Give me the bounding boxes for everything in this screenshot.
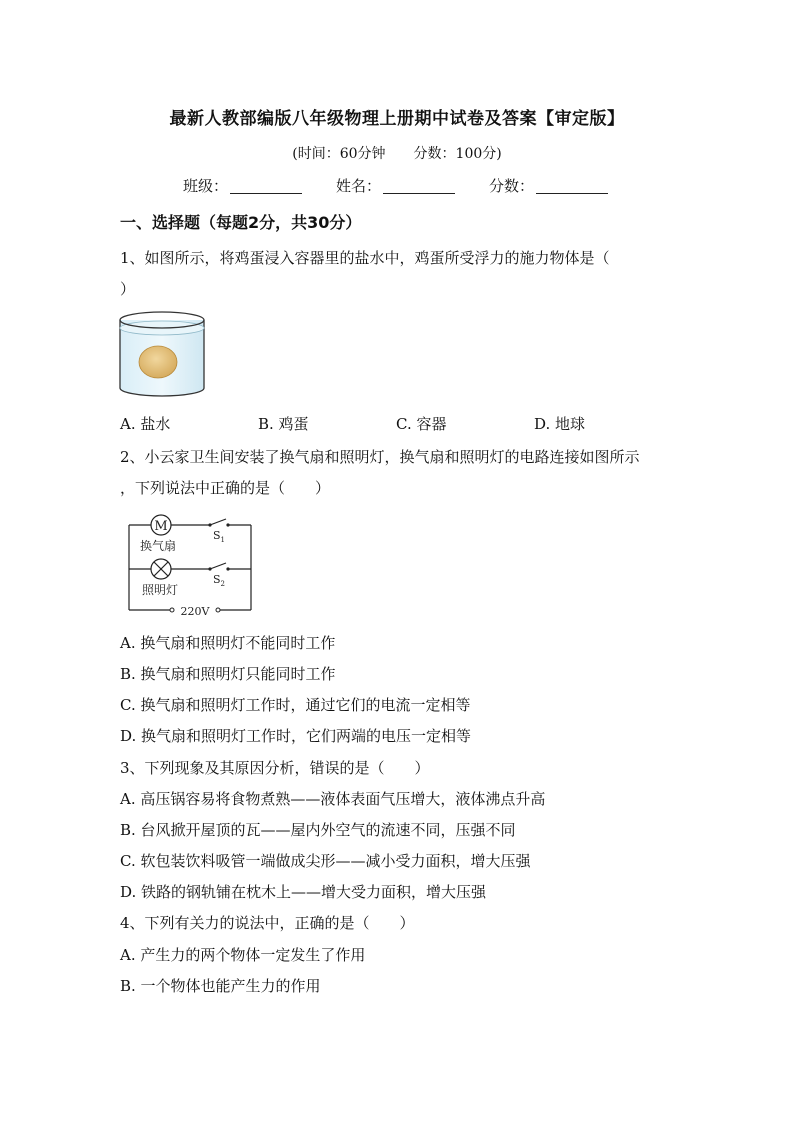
- switch1-label: $S_1$: [213, 529, 226, 544]
- exam-title: 最新人教部编版八年级物理上册期中试卷及答案【审定版】: [169, 109, 625, 129]
- name-blank[interactable]: [383, 178, 455, 194]
- q4-option-b[interactable]: B. 一个物体也能产生力的作用: [120, 977, 321, 995]
- name-label: 姓名：: [336, 177, 382, 195]
- q3-option-a[interactable]: A. 高压锅容易将食物煮熟——液体表面气压增大，液体沸点升高: [120, 790, 546, 808]
- egg: [139, 346, 177, 378]
- q3-stem: 3、下列现象及其原因分析，错误的是（ ）: [120, 759, 430, 777]
- motor-symbol: M: [154, 519, 168, 534]
- exam-subtitle: (时间：60分钟 分数：100分): [292, 146, 502, 162]
- q1-stem-line1: 1、如图所示，将鸡蛋浸入容器里的盐水中，鸡蛋所受浮力的施力物体是（: [120, 249, 610, 267]
- q1-option-d[interactable]: D. 地球: [534, 415, 586, 433]
- class-label: 班级：: [183, 177, 229, 195]
- q1-option-b[interactable]: B. 鸡蛋: [258, 415, 309, 433]
- voltage-label: 220V: [180, 605, 210, 618]
- score-field: [489, 175, 608, 196]
- class-field: [183, 175, 302, 196]
- class-blank[interactable]: [230, 178, 302, 194]
- fan-label: 换气扇: [140, 539, 177, 553]
- q1-option-c[interactable]: C. 容器: [396, 415, 447, 433]
- q1-option-a[interactable]: A. 盐水: [120, 415, 171, 433]
- q2-option-a[interactable]: A. 换气扇和照明灯不能同时工作: [120, 634, 336, 652]
- q3-option-d[interactable]: D. 铁路的钢轨铺在枕木上——增大受力面积，增大压强: [120, 883, 487, 901]
- score-label: 分数：: [489, 177, 535, 195]
- switch2-label: $S_2$: [213, 573, 226, 588]
- q2-option-b[interactable]: B. 换气扇和照明灯只能同时工作: [120, 665, 336, 683]
- q3-option-b[interactable]: B. 台风掀开屋顶的瓦——屋内外空气的流速不同，压强不同: [120, 821, 516, 839]
- q1-beaker-figure: [116, 308, 208, 400]
- q2-stem-line2: ，下列说法中正确的是（ ）: [120, 479, 331, 497]
- q2-circuit-figure: [120, 510, 260, 620]
- q2-option-c[interactable]: C. 换气扇和照明灯工作时，通过它们的电流一定相等: [120, 696, 471, 714]
- lamp-label: 照明灯: [142, 583, 179, 597]
- q2-option-d[interactable]: D. 换气扇和照明灯工作时，它们两端的电压一定相等: [120, 727, 472, 745]
- q4-stem: 4、下列有关力的说法中，正确的是（ ）: [120, 914, 415, 932]
- score-blank[interactable]: [536, 178, 608, 194]
- q1-stem-line2: ）: [120, 280, 136, 298]
- section-title: 一、选择题（每题2分，共30分）: [120, 213, 362, 232]
- q4-option-a[interactable]: A. 产生力的两个物体一定发生了作用: [120, 946, 366, 964]
- q2-stem-line1: 2、小云家卫生间安装了换气扇和照明灯，换气扇和照明灯的电路连接如图所示: [120, 448, 640, 466]
- name-field: [336, 175, 455, 196]
- q3-option-c[interactable]: C. 软包装饮料吸管一端做成尖形——减小受力面积，增大压强: [120, 852, 531, 870]
